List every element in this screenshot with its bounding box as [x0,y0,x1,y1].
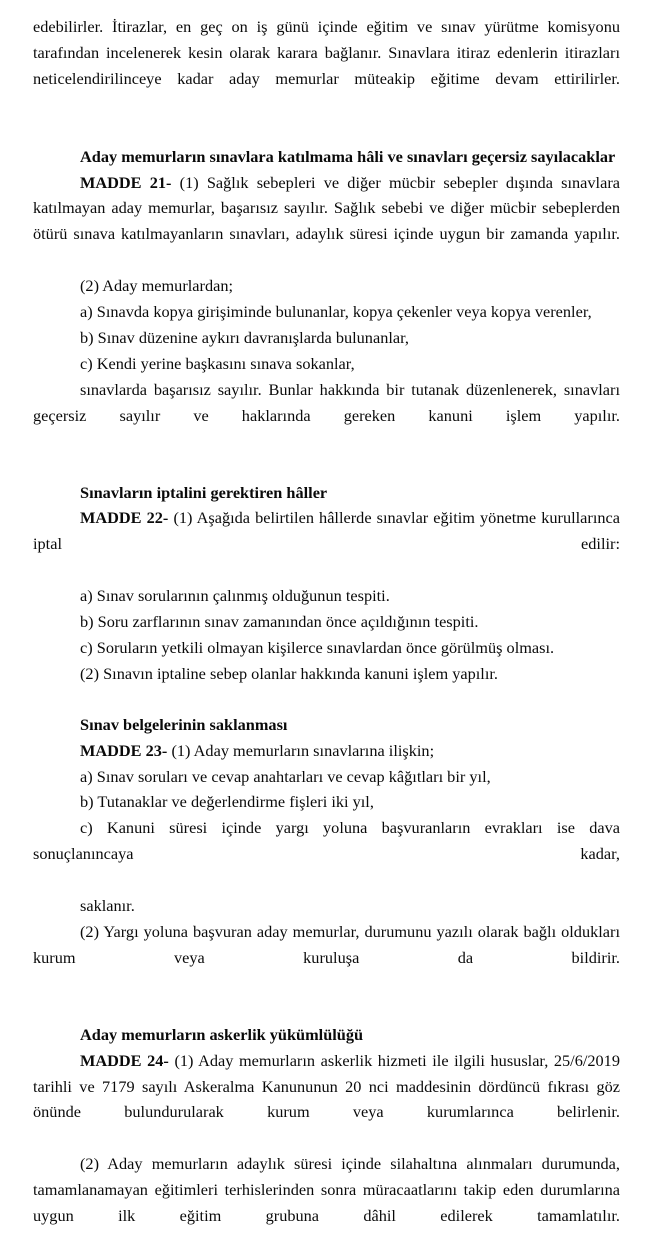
spacer [33,997,620,1022]
paragraph-madde-23-clause-2: (2) Yargı yoluna başvuran aday memurlar, durumunu yazılı olarak bağlı oldukları kurum veya kuruluşa da bildirir. [33,922,620,967]
paragraph-madde-21-closing: sınavlarda başarısız sayılır. Bunlar hakkında bir tutanak düzenlenerek, sınavları geçersiz sayılır ve haklarında gereken kanuni işlem yapılır. [33,379,620,425]
spacer [33,687,620,712]
list-item-21-c: c) Kendi yerine başkasını sınava sokanlar, [80,353,355,373]
heading-madde-24: Aday memurların askerlik yükümlülüğü [80,1024,364,1044]
paragraph-madde-23-clause-1 [33,738,620,764]
list-item-22-c: c) Soruların yetkili olmayan kişilerce sınavlardan önce görülmüş olması. [80,637,555,657]
spacer [33,455,620,480]
paragraph-madde-24-clause-2: (2) Aday memurların adaylık süresi içinde silahaltına alınmaları durumunda, tamamlanamayan eğitimleri terhislerinden sonra müracaatlarını takip eden durumlarına uygun ilk eğitim grubuna dâhil edilerek tamamlatılır. [33,1154,620,1226]
list-item-22-b: b) Soru zarflarının sınav zamanından önce açıldığının tespiti. [80,612,479,632]
spacer [33,118,620,144]
intro-paragraph: edebilirler. İtirazlar, en geç on iş günü içinde eğitim ve sınav yürütme komisyonu tarafından incelenerek kesin olarak karara bağlanır. Sınavlara itiraz edenlerin itirazları neticelendirilinceye kadar aday memurlar müteakip eğitime devam ettirilirler. [33,17,620,88]
list-item-23-b: b) Tutanaklar ve değerlendirme fişleri iki yıl, [80,792,374,812]
paragraph-madde-24-clause-1 [33,1048,620,1152]
paragraph-madde-21-clause-2-intro: (2) Aday memurlardan; [80,276,234,296]
list-item-23-a: a) Sınav soruları ve cevap anahtarları ve cevap kâğıtları bir yıl, [80,766,491,786]
madde-label-24: MADDE 24- [80,1050,169,1070]
list-item-23-c: c) Kanuni süresi içinde yargı yoluna başvuranların evrakları ise dava sonuçlanıncaya kadar, [33,818,620,864]
paragraph-madde-21-clause-1 [33,170,620,274]
paragraph-madde-22-clause-2: (2) Sınavın iptaline sebep olanlar hakkında kanuni işlem yapılır. [80,663,498,683]
madde-label-23: MADDE 23- [80,740,168,760]
madde-label-22: MADDE 22- [80,508,169,528]
madde-21-clause-1-text: (1) Sağlık sebepleri ve diğer mücbir sebepler dışında sınavlara katılmayan aday memurlar, başarısız sayılır. Sağlık sebebi ve diğer mücbir sebeplerden ötürü sınava katılmayanların sınavları, adaylık süresi içinde uygun bir zamanda yapılır. [33,172,620,244]
paragraph-madde-22-clause-1 [33,505,620,583]
madde-24-clause-1-text: (1) Aday memurların askerlik hizmeti ile ilgili hususlar, 25/6/2019 tarihli ve 7179 sayılı Askeralma Kanununun 20 nci maddesinin dördüncü fıkrası göz önünde bulundurularak kurum veya kurumlarınca belirlenir. [33,1050,620,1122]
list-item-21-a: a) Sınavda kopya girişiminde bulunanlar, kopya çekenler veya kopya verenler, [80,302,592,322]
list-item-22-a: a) Sınav sorularının çalınmış olduğunun tespiti. [80,586,390,606]
paragraph-madde-23-closing: saklanır. [80,896,135,916]
heading-madde-23: Sınav belgelerinin saklanması [80,714,288,734]
list-item-21-b: b) Sınav düzenine aykırı davranışlarda bulunanlar, [80,327,409,347]
heading-madde-21: Aday memurların sınavlara katılmama hâli ve sınavları geçersiz sayılacaklar [80,146,616,166]
heading-madde-22: Sınavların iptalini gerektiren hâller [80,482,328,502]
madde-22-clause-1-text: (1) Aşağıda belirtilen hâllerde sınavlar eğitim yönetme kurullarınca iptal edilir: [33,508,620,554]
document-body [33,14,620,1255]
madde-label-21: MADDE 21- [80,172,172,192]
madde-23-clause-1-text: (1) Aday memurların sınavlarına ilişkin; [171,740,435,760]
